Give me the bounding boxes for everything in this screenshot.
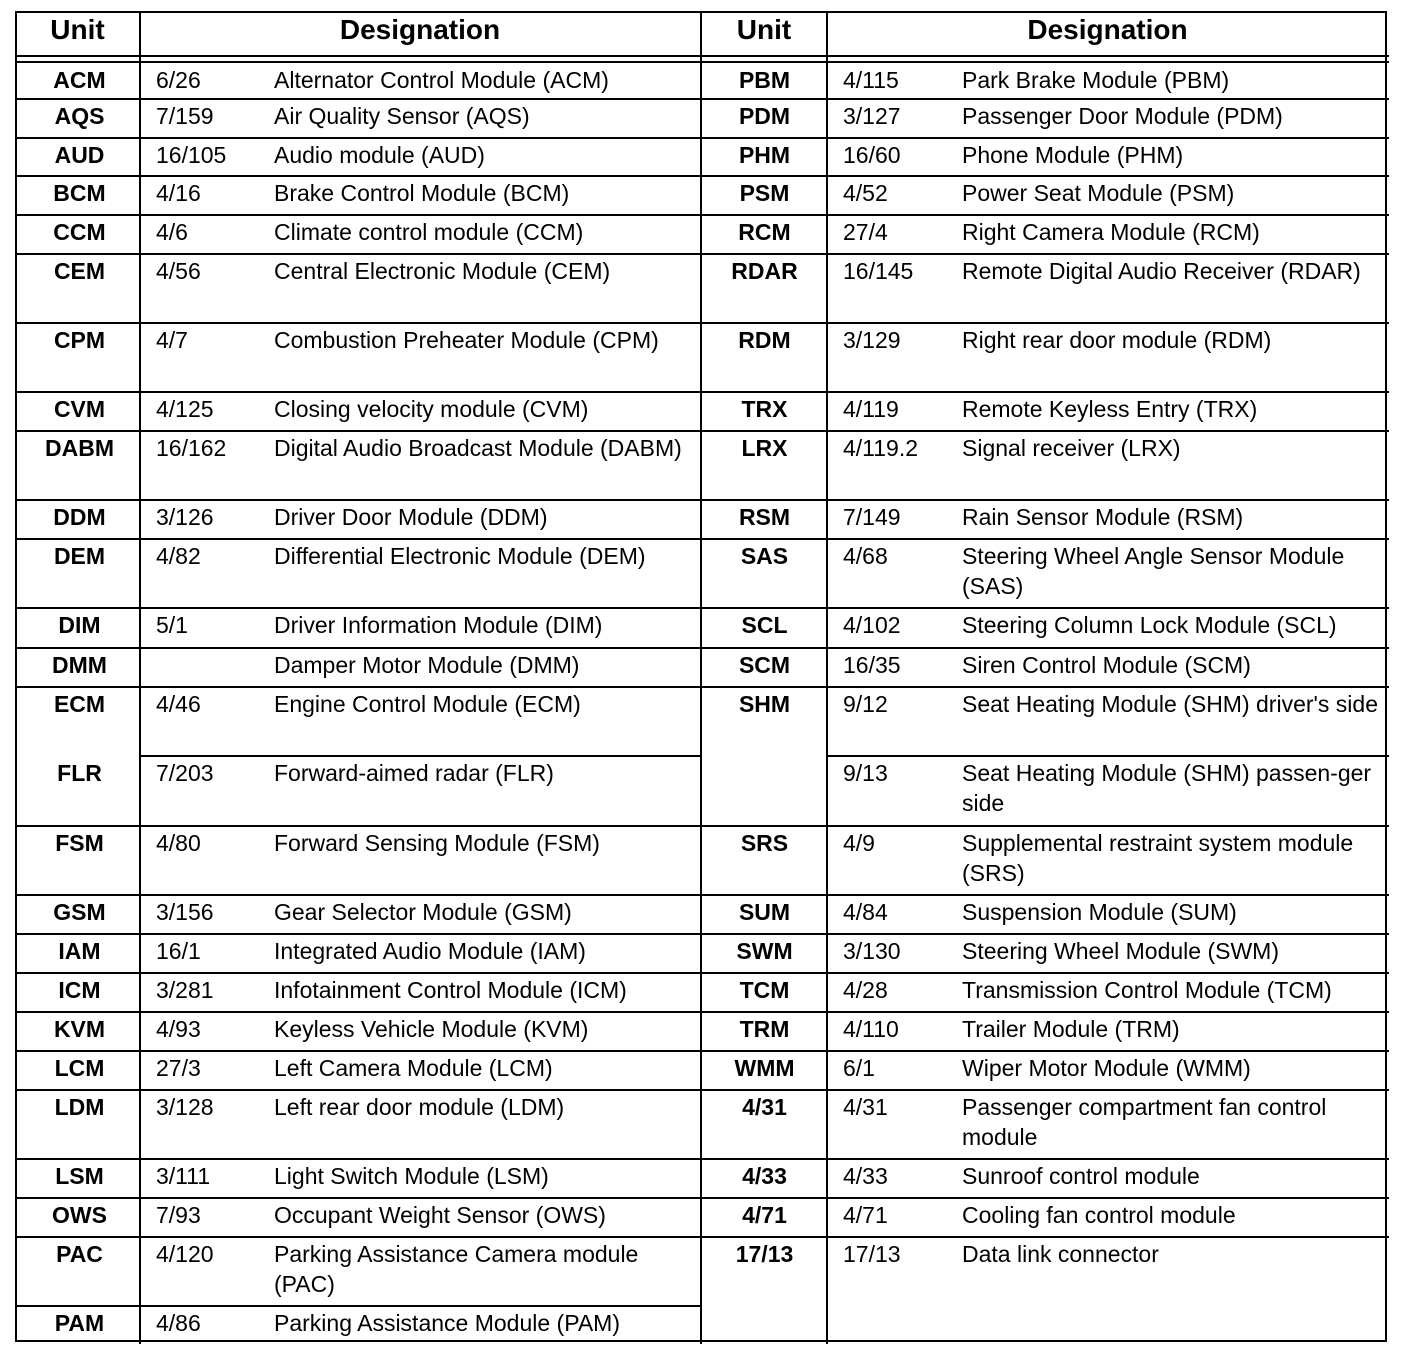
right-code-cell: 4/102 (843, 612, 901, 638)
right-unit-cell: SAS (740, 543, 789, 569)
row-divider (17, 214, 700, 216)
right-designation-cell: Right rear door module (RDM) (962, 327, 1272, 353)
right-designation-cell: Power Seat Module (PSM) (962, 180, 1235, 206)
right-designation-cell: Seat Heating Module (SHM) passen-ger side (962, 760, 1372, 816)
right-designation-cell: Phone Module (PHM) (962, 142, 1184, 168)
left-designation-cell: Engine Control Module (ECM) (274, 691, 581, 717)
row-divider (17, 253, 700, 255)
row-divider (700, 1236, 1389, 1238)
left-code-cell: 16/105 (156, 142, 227, 168)
left-code-cell: 16/1 (156, 938, 201, 964)
right-code-cell: 4/84 (843, 899, 888, 925)
row-divider (17, 1305, 700, 1307)
right-unit-cell: TRM (739, 1016, 790, 1042)
right-unit-cell: PSM (739, 180, 790, 206)
right-designation-cell: Signal receiver (LRX) (962, 435, 1181, 461)
right-designation-cell: Rain Sensor Module (RSM) (962, 504, 1244, 530)
row-divider (700, 647, 1389, 649)
row-divider (700, 137, 1389, 139)
right-code-cell: 4/115 (843, 67, 899, 93)
right-unit-cell: TRX (741, 396, 788, 422)
left-code-cell: 4/6 (156, 219, 188, 245)
row-divider (700, 430, 1389, 432)
left-code-cell: 4/86 (156, 1310, 201, 1336)
right-unit-cell: SCL (741, 612, 788, 638)
left-designation-cell: Audio module (AUD) (274, 142, 485, 168)
right-code-cell: 4/31 (843, 1094, 888, 1120)
right-unit-cell: SRS (740, 830, 789, 856)
left-code-cell: 3/128 (156, 1094, 214, 1120)
right-designation-cell: Cooling fan control module (962, 1202, 1236, 1228)
column-divider (826, 13, 828, 1344)
left-unit-cell: DMM (52, 652, 107, 678)
right-unit-cell: 4/71 (742, 1202, 787, 1228)
header-rule (17, 55, 1389, 57)
left-designation-cell: Combustion Preheater Module (CPM) (274, 327, 659, 353)
left-code-cell: 4/120 (156, 1241, 214, 1267)
row-divider (17, 933, 700, 935)
left-code-cell: 7/93 (156, 1202, 201, 1228)
right-unit-cell: PDM (738, 103, 791, 129)
left-designation-cell: Differential Electronic Module (DEM) (274, 543, 646, 569)
right-unit-cell: RDAR (731, 258, 798, 284)
row-divider (17, 972, 700, 974)
right-code-cell: 6/1 (843, 1055, 875, 1081)
right-code-cell: 3/129 (843, 327, 901, 353)
left-designation-cell: Keyless Vehicle Module (KVM) (274, 1016, 589, 1042)
right-code-cell: 4/68 (843, 543, 888, 569)
left-designation-cell: Driver Information Module (DIM) (274, 612, 603, 638)
left-code-cell: 4/16 (156, 180, 201, 206)
left-unit-cell: GSM (53, 899, 106, 925)
left-designation-cell: Infotainment Control Module (ICM) (274, 977, 627, 1003)
left-designation-header: Designation (339, 14, 501, 45)
row-divider (700, 686, 1389, 688)
right-designation-cell: Right Camera Module (RCM) (962, 219, 1260, 245)
right-code-cell: 16/60 (843, 142, 901, 168)
right-code-cell: 4/33 (843, 1163, 888, 1189)
row-divider (17, 1197, 700, 1199)
left-designation-cell: Occupant Weight Sensor (OWS) (274, 1202, 606, 1228)
row-divider (17, 1011, 700, 1013)
left-unit-cell: PAM (54, 1310, 105, 1336)
right-unit-cell: 4/33 (742, 1163, 787, 1189)
left-designation-cell: Damper Motor Module (DMM) (274, 652, 580, 678)
right-code-cell: 4/9 (843, 830, 875, 856)
row-divider (826, 755, 1389, 757)
row-divider (700, 894, 1389, 896)
row-divider (17, 499, 700, 501)
row-divider (17, 98, 700, 100)
left-designation-cell: Climate control module (CCM) (274, 219, 584, 245)
right-designation-cell: Sunroof control module (962, 1163, 1200, 1189)
right-code-cell: 16/145 (843, 258, 914, 284)
right-unit-cell: LRX (741, 435, 788, 461)
left-code-cell: 16/162 (156, 435, 227, 461)
right-unit-cell: RSM (738, 504, 791, 530)
left-code-cell: 3/281 (156, 977, 214, 1003)
row-divider (17, 1158, 700, 1160)
right-unit-cell: 4/31 (742, 1094, 787, 1120)
right-code-cell: 27/4 (843, 219, 888, 245)
right-unit-cell: SCM (738, 652, 791, 678)
left-unit-cell: CPM (53, 327, 106, 353)
left-designation-cell: Forward-aimed radar (FLR) (274, 760, 554, 786)
right-designation-cell: Data link connector (962, 1241, 1159, 1267)
left-code-cell: 3/111 (156, 1163, 211, 1189)
left-code-cell: 7/203 (156, 760, 214, 786)
right-code-cell: 7/149 (843, 504, 901, 530)
right-code-cell: 9/12 (843, 691, 888, 717)
left-designation-cell: Alternator Control Module (ACM) (274, 67, 609, 93)
column-divider (700, 13, 702, 1344)
left-code-cell: 6/26 (156, 67, 201, 93)
row-divider (700, 825, 1389, 827)
column-divider (139, 13, 141, 1344)
row-divider (17, 825, 700, 827)
left-designation-cell: Left Camera Module (LCM) (274, 1055, 553, 1081)
left-unit-cell: KVM (53, 1016, 106, 1042)
left-designation-cell: Brake Control Module (BCM) (274, 180, 570, 206)
left-unit-cell: PAC (56, 1241, 103, 1267)
left-unit-cell: CCM (53, 219, 106, 245)
right-unit-cell: RDM (738, 327, 791, 353)
left-unit-cell: BCM (53, 180, 106, 206)
left-designation-cell: Digital Audio Broadcast Module (DABM) (274, 435, 682, 461)
right-code-cell: 4/119 (843, 396, 899, 422)
left-code-cell: 5/1 (156, 612, 188, 638)
row-divider (700, 933, 1389, 935)
row-divider (17, 1089, 700, 1091)
left-designation-cell: Central Electronic Module (CEM) (274, 258, 611, 284)
row-divider (17, 430, 700, 432)
row-divider (700, 391, 1389, 393)
left-code-cell: 4/125 (156, 396, 214, 422)
right-designation-header: Designation (1027, 14, 1188, 45)
row-divider (17, 607, 700, 609)
row-divider (700, 322, 1389, 324)
left-unit-cell: IAM (58, 938, 101, 964)
right-unit-cell: TCM (739, 977, 790, 1003)
right-code-cell: 4/52 (843, 180, 888, 206)
left-code-cell: 3/126 (156, 504, 214, 530)
left-unit-header: Unit (50, 14, 105, 45)
row-divider (700, 538, 1389, 540)
left-code-cell: 27/3 (156, 1055, 201, 1081)
right-designation-cell: Transmission Control Module (TCM) (962, 977, 1332, 1003)
right-code-cell: 16/35 (843, 652, 901, 678)
left-unit-cell: AQS (54, 103, 105, 129)
left-code-cell: 7/159 (156, 103, 214, 129)
row-divider (700, 972, 1389, 974)
left-designation-cell: Forward Sensing Module (FSM) (274, 830, 600, 856)
right-designation-cell: Trailer Module (TRM) (962, 1016, 1180, 1042)
row-divider (17, 686, 700, 688)
left-unit-cell: ACM (53, 67, 106, 93)
right-unit-cell: SWM (736, 938, 793, 964)
right-unit-header: Unit (736, 14, 792, 45)
right-designation-cell: Passenger compartment fan control module (962, 1094, 1327, 1150)
right-designation-cell: Steering Wheel Module (SWM) (962, 938, 1279, 964)
left-designation-cell: Parking Assistance Camera module (PAC) (274, 1241, 639, 1297)
row-divider (17, 175, 700, 177)
left-designation-cell: Gear Selector Module (GSM) (274, 899, 572, 925)
right-code-cell: 4/110 (843, 1016, 899, 1042)
left-designation-cell: Air Quality Sensor (AQS) (274, 103, 530, 129)
row-divider (17, 1236, 700, 1238)
row-divider (700, 1050, 1389, 1052)
left-code-cell: 4/46 (156, 691, 201, 717)
row-divider (17, 1050, 700, 1052)
row-divider (700, 214, 1389, 216)
left-unit-cell: AUD (54, 142, 105, 168)
right-designation-cell: Park Brake Module (PBM) (962, 67, 1230, 93)
left-unit-cell: ICM (58, 977, 101, 1003)
left-designation-cell: Integrated Audio Module (IAM) (274, 938, 586, 964)
left-unit-cell: FSM (55, 830, 104, 856)
row-divider (17, 538, 700, 540)
left-code-cell: 3/156 (156, 899, 214, 925)
left-unit-cell: DEM (53, 543, 106, 569)
right-code-cell: 4/71 (843, 1202, 888, 1228)
header-rule (17, 61, 1389, 63)
row-divider (700, 1011, 1389, 1013)
right-designation-cell: Suspension Module (SUM) (962, 899, 1237, 925)
left-unit-cell: LCM (54, 1055, 105, 1081)
left-unit-cell: DABM (45, 435, 114, 461)
right-designation-cell: Steering Column Lock Module (SCL) (962, 612, 1337, 638)
row-divider (700, 1158, 1389, 1160)
left-unit-cell: ECM (53, 691, 106, 717)
row-divider (17, 647, 700, 649)
left-unit-cell: DIM (58, 612, 101, 638)
left-designation-cell: Driver Door Module (DDM) (274, 504, 548, 530)
row-divider (700, 175, 1389, 177)
left-unit-cell: OWS (52, 1202, 107, 1228)
right-designation-cell: Seat Heating Module (SHM) driver's side (962, 691, 1378, 717)
right-code-cell: 3/130 (843, 938, 901, 964)
left-code-cell: 4/56 (156, 258, 201, 284)
row-divider (700, 98, 1389, 100)
right-designation-cell: Wiper Motor Module (WMM) (962, 1055, 1251, 1081)
row-divider (139, 755, 700, 757)
right-code-cell: 17/13 (843, 1241, 901, 1267)
right-designation-cell: Siren Control Module (SCM) (962, 652, 1251, 678)
row-divider (17, 322, 700, 324)
left-unit-cell: LSM (55, 1163, 104, 1189)
left-unit-cell: CEM (53, 258, 106, 284)
right-designation-cell: Steering Wheel Angle Sensor Module (SAS) (962, 543, 1345, 599)
left-code-cell: 4/82 (156, 543, 201, 569)
right-unit-cell: RCM (738, 219, 791, 245)
right-unit-cell: PHM (738, 142, 791, 168)
right-unit-cell: 17/13 (735, 1241, 794, 1267)
left-designation-cell: Closing velocity module (CVM) (274, 396, 589, 422)
left-designation-cell: Light Switch Module (LSM) (274, 1163, 549, 1189)
module-designation-table (15, 11, 1387, 1342)
left-unit-cell: CVM (53, 396, 106, 422)
left-code-cell: 4/80 (156, 830, 201, 856)
right-code-cell: 4/28 (843, 977, 888, 1003)
row-divider (700, 607, 1389, 609)
right-unit-cell: SHM (738, 691, 791, 717)
row-divider (700, 1089, 1389, 1091)
right-unit-cell: WMM (734, 1055, 795, 1081)
right-code-cell: 9/13 (843, 760, 888, 786)
right-unit-cell: PBM (738, 67, 791, 93)
row-divider (17, 894, 700, 896)
left-unit-cell: LDM (54, 1094, 105, 1120)
right-designation-cell: Remote Digital Audio Receiver (RDAR) (962, 258, 1361, 284)
row-divider (700, 1197, 1389, 1199)
row-divider (17, 391, 700, 393)
left-code-cell: 4/7 (156, 327, 188, 353)
row-divider (700, 253, 1389, 255)
right-code-cell: 4/119.2 (843, 435, 919, 461)
right-code-cell: 3/127 (843, 103, 901, 129)
left-designation-cell: Parking Assistance Module (PAM) (274, 1310, 620, 1336)
right-designation-cell: Supplemental restraint system module (SRS) (962, 830, 1354, 886)
right-unit-cell: SUM (738, 899, 791, 925)
left-designation-cell: Left rear door module (LDM) (274, 1094, 565, 1120)
left-code-cell: 4/93 (156, 1016, 201, 1042)
right-designation-cell: Passenger Door Module (PDM) (962, 103, 1283, 129)
left-unit-cell: FLR (57, 760, 102, 786)
right-designation-cell: Remote Keyless Entry (TRX) (962, 396, 1258, 422)
left-unit-cell: DDM (53, 504, 106, 530)
row-divider (700, 499, 1389, 501)
row-divider (17, 137, 700, 139)
